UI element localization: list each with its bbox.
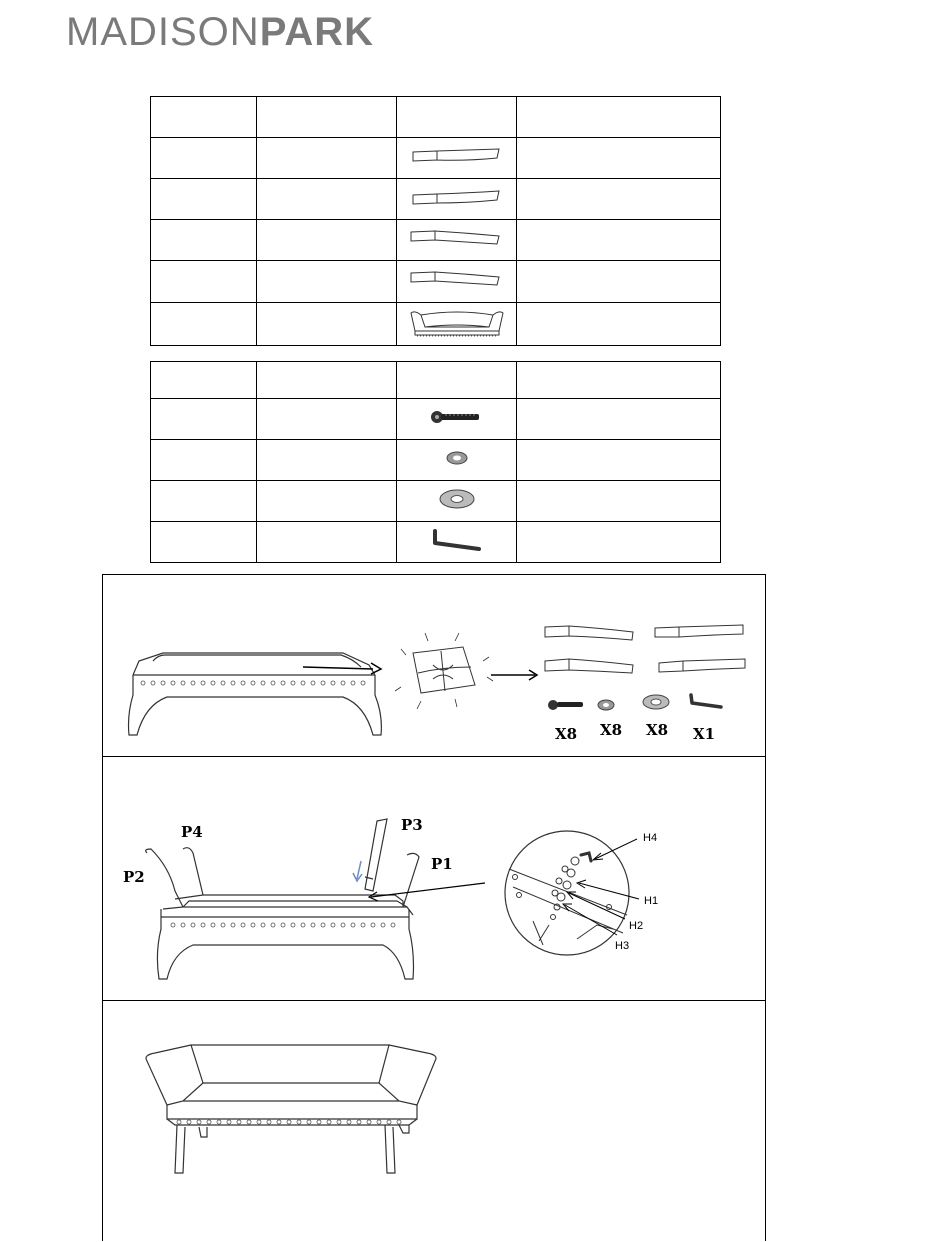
step-3-panel (102, 1000, 766, 1241)
table-row (151, 179, 721, 220)
table-row (151, 481, 721, 522)
brand-logo (66, 10, 374, 54)
hardware-bag-drawing (395, 633, 493, 709)
leg-icon (407, 268, 507, 290)
table-row (151, 522, 721, 563)
step-1-panel (102, 574, 766, 757)
parts-table-header-row (151, 97, 721, 138)
count-allen-key: X1 (693, 725, 716, 743)
hardware-label-h2: H2 (629, 920, 644, 932)
hardware-label-h1: H1 (644, 895, 659, 907)
part-label-p2: P2 (123, 868, 145, 886)
count-flat-washer: X8 (646, 721, 669, 739)
legs-group-drawing (545, 625, 745, 673)
leg-icon (407, 187, 507, 207)
arrow-callout-icon (369, 883, 485, 901)
table-row (151, 261, 721, 303)
part-label-p4: P4 (181, 823, 203, 841)
hardware-table-header-row (151, 362, 721, 399)
hardware-label-h3: H3 (615, 940, 630, 952)
count-lock-washer: X8 (600, 721, 623, 739)
part-label-p3: P3 (401, 816, 423, 834)
parts-table (150, 96, 721, 346)
table-row (151, 303, 721, 346)
flat-washer-icon (432, 487, 482, 511)
part-label-p1: P1 (431, 855, 453, 873)
arrow-down-icon (353, 861, 362, 881)
bench-legs-attach-drawing (146, 819, 419, 979)
hardware-detail-circle (505, 831, 629, 955)
brand-logo-bold: PARK (259, 10, 375, 54)
step-2-panel (102, 756, 766, 1001)
hardware-label-h4: H4 (643, 832, 658, 844)
lock-washer-icon (437, 448, 477, 468)
hardware-table (150, 361, 721, 563)
bench-seat-icon (407, 305, 507, 339)
leg-icon (407, 146, 507, 166)
table-row (151, 399, 721, 440)
bolt-icon (427, 407, 487, 427)
bench-frame-drawing (129, 653, 382, 735)
allen-key-icon (691, 695, 721, 707)
count-bolt: X8 (555, 725, 578, 743)
table-row (151, 440, 721, 481)
assembled-bench-drawing (146, 1045, 436, 1173)
allen-key-icon (427, 527, 487, 553)
arrow-right-icon (491, 670, 537, 680)
leg-icon (407, 227, 507, 249)
bolt-icon (548, 700, 583, 710)
table-row (151, 220, 721, 261)
flat-washer-icon (643, 695, 669, 709)
table-row (151, 138, 721, 179)
lock-washer-icon (598, 700, 614, 710)
brand-logo-light: MADISON (66, 10, 260, 54)
